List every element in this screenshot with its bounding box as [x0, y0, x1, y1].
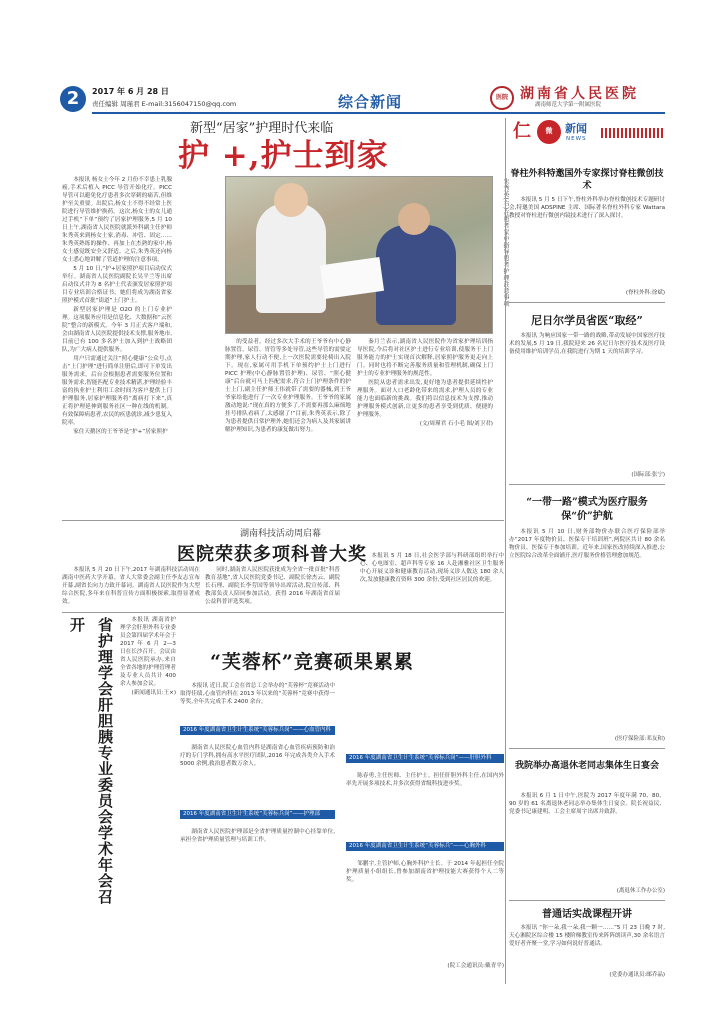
page-header [60, 86, 665, 114]
seal-icon: 医院 [490, 86, 514, 110]
sidebar-source: (医疗保险部:邓友和) [614, 736, 665, 742]
third-paragraph: 本报讯 近日,院工会在省总工会举办的“芙蓉杯”竞赛活动中取得佳绩,心血管内科在 2013 年以来的“芙蓉杯”竞赛中获得一等奖,全年共完成手术 2400 余台。 [180, 683, 335, 705]
third-column-1 [180, 682, 335, 722]
photo-patient-head [398, 203, 430, 235]
sidebar-paragraph: 本报讯 为响应国家一带一路的战略,带动发展中国家医疗技术的发展,5 月 19 日,我院迎来 26 名尼日尔医疗技术及医疗设备使用维护培训学员,在我院进行为期 1 天的培训学习。 [509, 333, 665, 355]
second-column-2 [205, 566, 340, 606]
sidebar-headline: 尼日尔学员省医“取经” [531, 314, 643, 327]
left-vertical-text [120, 616, 176, 936]
lead-kicker: 新型“居家”护理时代来临 [190, 121, 334, 136]
newspaper-name: 湖南省人民医院 [520, 86, 639, 102]
sidebar-source: (离退休工作办公室) [616, 888, 665, 894]
left-vertical-paragraph: 本报讯 湖南省护理学会肝胆外科专业委员会第四届学术年会于 2017 年 6 月 2—3 日在长沙召开。会议由省人民医院承办,来自全省各地的护理管理者及专业人员共计 400 余人参加会议。 [120, 617, 176, 687]
sidebar-text [509, 792, 665, 842]
left-vertical-headline: 省护理学会肝胆胰专业委员会学术年会召开 [68, 617, 114, 905]
award-banner: 2016 年度湖南省卫生计生系统“芙蓉标兵”——心胸外科 [346, 842, 504, 851]
lead-headline: 护 +,护士到家 [178, 138, 389, 174]
divider [509, 900, 665, 901]
newspaper-subtitle: 湖南师范大学第一附属医院 [535, 102, 602, 108]
sidebar-logo-xin: 新闻 [565, 122, 587, 135]
second-paragraph: 同时,湖南省人民医院获批成为全省一批首批“科普教育基地”,省人民医院党委书记、副院长徐杰云、副院长石理、副院长李劳国等领导出席活动,院宣传部、科教部负责人陪同参加活动。获得 2016 年湖南省首届公益科普评选奖项。 [205, 567, 340, 605]
third-paragraph: 湖南省人民医院护理部是全省护理质量控制中心挂靠单位,承担全省护理质量管理与培训工作。 [180, 829, 335, 843]
photo-nurse [256, 203, 326, 313]
sidebar-headline: 普通话实战课程开讲 [542, 909, 632, 920]
third-headline: “芙蓉杯”竞赛硕果累累 [210, 651, 414, 673]
sidebar-text [509, 332, 665, 386]
divider [509, 302, 665, 303]
second-kicker: 湖南科技活动周启幕 [240, 529, 322, 539]
photo-nurse-head [274, 183, 308, 217]
lead-paragraph: 用户只需通过关注“照心健康”公众号,点击“上门护理”进行简单注册后,即可下单发出服务需求。后台会根据患者需要服务位置和服务需求,智能匹配专业技术精湛,护理经验丰富的执业护士利用工余时间为客户提供上门护理服务,居家护理服务将“离病打下来”,真正将护理延伸到服务社区一种在线的机制。有效保障病患者,农民的疾患就诊,减少患复入院率。 [62, 356, 172, 426]
third-paragraph: 陈春勇,主任医师、主任护士。担任肝胆外科主任,在国内外率先开展多项技术,并多次获得省级科技进步奖。 [346, 773, 504, 787]
lead-paragraph: 家住天鹅区的王爷爷是“护+”居家照护 [73, 429, 168, 435]
third-column-2 [180, 744, 335, 804]
third-column-4 [346, 772, 504, 832]
sidebar-paragraph: 本报讯 5 月 5 日下午,脊柱外科举办脊柱微创技术专题研讨会,特邀美国 ADSPINE 主席、国际著名脊柱外科专家 Wattara 教授对脊柱进行微创内镜技术进行了深入探讨。 [509, 197, 665, 219]
sidebar-text [509, 196, 665, 236]
lead-column-2 [225, 338, 351, 516]
lead-paragraph: 5 月 10 日,“护+居家照护项目启动仪式举行。湖南省人民医院副院长吴平兰等出席启动仪式并为 8 名护士代表颁发居家照护项目专业培训合格证书。她们将成为湖南省家照护模式首批“街道”上门护士。 [62, 266, 172, 304]
sidebar-text [509, 528, 665, 618]
sidebar-headline: 我院举办高退休老同志集体生日宴会 [514, 761, 659, 771]
lead-paragraph: 秦月兰表示,湖南省人民医院作为省家护理培训指导医院,今后将对社区护士进行专业培训,使服务于上门服务能力的护士实现首次解释,居家照护服务更走向上门。同时也将不断完善服务质量和管理机制,确保上门护士的专业护理服务的规范性。 [357, 339, 493, 377]
speech-bubble-icon: 微 [537, 120, 561, 144]
sidebar-logo-news: NEWS [566, 136, 587, 142]
masthead-logo [490, 86, 665, 110]
sidebar-paragraph: 本报讯 5 月 10 日,财务部物价办联合医疗保险部举办“2017 年度物价员、医保专干培训班”,两院区共计 80 余名物价员、医保专干参加培训。近年来,国家医改持续深入推进,公立医院综合改革全面铺开,医疗服务价格管理愈加规范。 [509, 529, 665, 559]
editor-line: 责任编辑 周瑾君 E-mail:3156047150@qq.com [92, 100, 237, 108]
header-rule [92, 112, 665, 114]
sidebar-headline: 脊柱外科特邀国外专家探讨脊柱微创技术 [510, 169, 664, 192]
sidebar-logo-ren: 仁 [513, 121, 531, 142]
photo-caption [497, 178, 509, 338]
lead-column-3 [357, 338, 493, 516]
sidebar-paragraph: 本报讯 6 月 1 日中午,医院为 2017 年度年满 70、80、90 岁的 61 名离退休老同志举办集体生日宴会。院长祝益民、党委书记康建明、工会主席周宇出席并致辞。 [509, 793, 665, 815]
second-paragraph: 本报讯 5 月 18 日,社会医学部与科研部组织举行中心、心电图室、超声科等专家 16 人赴湘雅社区卫生服务中心开展义诊和健康教育活动,现场义诊人数达 180 余人次,发放健康教育资料 300 余份,受到社区居民的欢迎。 [360, 553, 504, 583]
award-banner: 2016 年度湖南省卫生计生系统“芙蓉标兵岗”——护理部 [180, 810, 335, 819]
photo-patient [376, 225, 456, 325]
lead-paragraph: 本报讯 杨女士今年 2 月份不幸患上乳腺癌,手术后植入 PICC 导管开始化疗。PICC 导管可以避免化疗患者多次穿刺的痛苦,但维护至关重要。出院后,杨女士不得不经常上医院进行导管维护换药。这次,杨女士的女儿通过手机“下单”预约了居家护理服务,5 月 10 日上午,湖南省人民医院就派外科副主任护师朱秀英来到杨女士家,消毒、冲管、固定……朱秀英熟练的操作、再加上在杰熟的家中,杨女士感觉既安全又舒适。之后,朱秀英还向杨女士悉心地讲解了管道护理的注意事项。 [62, 177, 172, 263]
lead-paragraph: 的受益者。经过多次大手术的王爷爷有中心静脉置管、尿管、胃管等多处导管,这些导管的需要定期护理,家人行动不便,上一次医院需要轮椅出入院下。现在,家属可用手机下单预约护士上门进行 PICC 护理(中心静脉置管护理)、尿管、“照心健康”后台就可马上匹配需求,符合上门护理条件的护士上门,副主任护师王伟就带了需要的器械,到王爷爷家给他进行了一次专业护理服务。王爷爷的家属激动地说:“现在真的方便多了,不需要再那么麻烦地挂号排队看病了,太感谢了!”目前,朱秀英表示,除了为患者提供日常护理外,她们还会为病人及其家属讲解护理知识,为患者的康复做出努力。 [225, 339, 351, 433]
divider [62, 612, 504, 613]
sidebar-headline: “一带一路”模式为医疗服务保“价”护航 [526, 497, 648, 522]
sidebar-text [509, 924, 665, 964]
sidebar-source: (党委办通讯员:邮乔晶) [609, 972, 665, 978]
lead-byline: (文/周瑾君 石小毛 图/刘卫君) [419, 421, 493, 427]
sidebar-divider [505, 118, 506, 984]
sidebar [509, 118, 665, 984]
third-story-body [180, 682, 504, 982]
lead-paragraph: 医院从患者需求出发,更好地为患者提供延续性护理服务。面对人口老龄化带来的需求,护理人员的专业能力也面临新的挑战。我们将以信息技术为支撑,推动护理服务模式创新,让更多的患者享受到优质、便捷的护理服务。 [357, 380, 493, 418]
lead-paragraph: 新型居家护理是 O2O 的上门专业护理。这项服务应用是信息化、大数据和“云医院”整合的新模式。今年 3 月正式客户端和,会由湖南省人民医院提供技术支撑,服务地市,目前已有 100 多名护士加入到护士战略团队,为广大病人提供服务。 [62, 307, 172, 353]
issue-date: 2017 年 6 月 28 日 [92, 87, 169, 96]
left-vertical-source: (新闻通讯员:王×) [131, 690, 176, 696]
divider [509, 748, 665, 749]
lead-photo [225, 176, 493, 334]
sidebar-paragraph: 本报讯 “你一朵,我一朵,我一颗一……”5 月 23 日晚 7 时,天心湘院区综合楼 15 楼阶梯教室传来阵阵朗读声,30 余名语言爱好者齐聚一堂,学习如何说好普通话。 [509, 925, 665, 947]
lead-column-1 [62, 176, 172, 512]
third-source: (院工会通讯员:戴青平) [447, 963, 504, 969]
sidebar-stripe [601, 128, 663, 138]
award-banner: 2016 年度湖南省卫生计生系统“芙蓉标兵岗”——心血管内科 [180, 726, 335, 735]
award-banner: 2016 年度湖南省卫生计生系统“芙蓉标兵岗”——肝胆外科 [346, 754, 504, 763]
sidebar-logo [509, 118, 665, 148]
second-headline: 医院荣获多项科普大奖 [177, 544, 367, 565]
second-paragraph: 本报讯 5 月 20 日下午,2017 年湖南科技活动周在湖南中医药大学开幕。省人大常委会副主任李友志宣布开幕,副省长向力力致开幕词。湖南省人民医院作为大型综合医院,多年来在科普宣传方面积极探索,取得显著成效。 [62, 567, 200, 605]
sidebar-source: (脊柱外科:徐斌) [625, 290, 665, 296]
second-column-3 [360, 552, 504, 612]
third-column-5 [346, 860, 504, 950]
third-paragraph: 邹鹏宇,主管护师,心胸外科护士长。于 2014 年起担任全院护理质量小组组长,曾参加湖南省护理技能大赛获得个人二等奖。 [346, 861, 504, 883]
second-column-1 [62, 566, 200, 606]
sidebar-source: (国际部:张宁) [631, 472, 665, 478]
divider [509, 484, 665, 485]
divider [62, 520, 504, 521]
third-paragraph: 湖南省人民医院心血管内科是湖南省心血管疾病预防和治疗的专门学科,拥有高水平医疗团队,2016 年完成各类介入手术 5000 余例,救治患者数万余人。 [180, 745, 335, 767]
third-column-3 [180, 828, 335, 968]
section-title: 综合新闻 [338, 93, 403, 111]
page-number: 2 [60, 86, 86, 112]
